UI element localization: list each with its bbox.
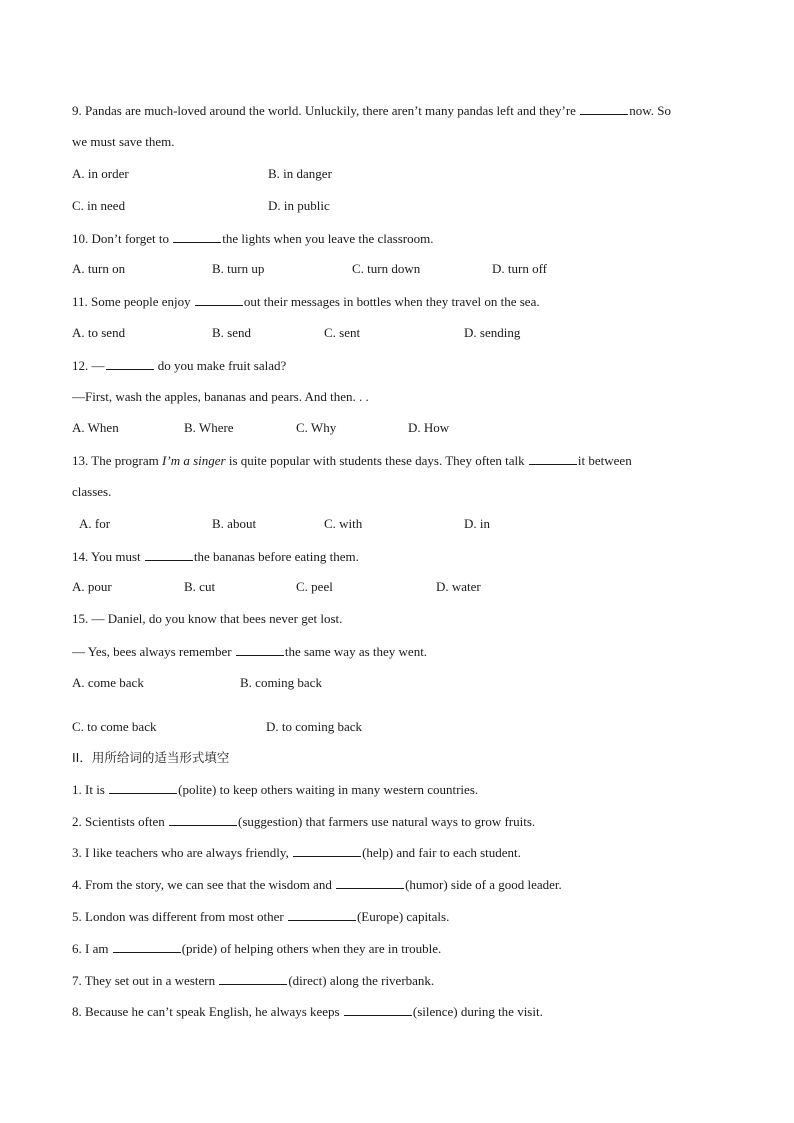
answer-blank xyxy=(344,1003,412,1016)
option-c: C. in need xyxy=(72,198,126,213)
question-text: 11. Some people enjoy xyxy=(72,294,194,309)
option-d: D. turn off xyxy=(492,261,548,276)
option-b: B. turn up xyxy=(212,261,265,276)
item-text: (Europe) capitals. xyxy=(356,909,450,924)
option-d: D. sending xyxy=(464,325,521,340)
answer-blank xyxy=(145,548,193,561)
answer-blank xyxy=(580,102,628,115)
option-a: A. for xyxy=(79,516,111,531)
option-c: C. peel xyxy=(296,579,333,594)
question-10 xyxy=(72,230,433,247)
item-text: (help) and fair to each student. xyxy=(362,845,521,860)
question-text: it between xyxy=(577,453,632,468)
question-text: the lights when you leave the classroom. xyxy=(222,231,434,246)
option-b: B. in danger xyxy=(268,166,332,181)
item-text: 6. I am xyxy=(72,941,112,956)
item-text: 4. From the story, we can see that the wisdom and xyxy=(72,877,336,892)
answer-blank xyxy=(169,813,237,826)
answer-blank xyxy=(109,781,177,794)
option-d: D. water xyxy=(436,579,481,594)
option-b: B. send xyxy=(212,325,251,340)
fill-item-1 xyxy=(72,781,478,798)
item-text: 1. It is xyxy=(72,782,109,797)
question-11 xyxy=(72,293,540,310)
answer-blank xyxy=(236,643,284,656)
option-c: C. Why xyxy=(296,420,337,435)
option-c: C. sent xyxy=(324,325,361,340)
item-text: (polite) to keep others waiting in many western countries. xyxy=(178,782,479,797)
question-15: 15. — Daniel, do you know that bees never get lost. xyxy=(72,611,343,626)
item-text: 3. I like teachers who are always friendly, xyxy=(72,845,293,860)
item-text: (suggestion) that farmers use natural ways to grow fruits. xyxy=(238,814,536,829)
question-text: 12. — xyxy=(72,358,105,373)
item-text: 7. They set out in a western xyxy=(72,973,219,988)
item-text: 2. Scientists often xyxy=(72,814,169,829)
item-text: (humor) side of a good leader. xyxy=(405,877,562,892)
answer-blank xyxy=(336,876,404,889)
question-text: 10. Don’t forget to xyxy=(72,231,173,246)
question-text: the same way as they went. xyxy=(284,644,428,659)
question-13 xyxy=(72,452,632,469)
answer-blank xyxy=(219,972,287,985)
option-d: D. to coming back xyxy=(266,719,363,734)
answer-blank xyxy=(293,844,361,857)
question-text: 14. You must xyxy=(72,549,144,564)
answer-blank xyxy=(529,452,577,465)
answer-blank xyxy=(195,293,243,306)
question-14 xyxy=(72,548,359,565)
item-text: (pride) of helping others when they are in trouble. xyxy=(181,941,442,956)
question-text: do you make fruit salad? xyxy=(154,358,287,373)
option-b: B. about xyxy=(212,516,257,531)
question-13-continued: classes. xyxy=(72,484,112,499)
answer-blank xyxy=(173,230,221,243)
option-a: A. to send xyxy=(72,325,126,340)
option-a: A. turn on xyxy=(72,261,126,276)
item-text: 5. London was different from most other xyxy=(72,909,287,924)
option-d: D. in public xyxy=(268,198,330,213)
option-a: A. come back xyxy=(72,675,144,690)
fill-item-6 xyxy=(72,940,441,957)
option-b: B. coming back xyxy=(240,675,322,690)
question-12-continued: —First, wash the apples, bananas and pears. And then. . . xyxy=(72,389,369,404)
item-text: 8. Because he can’t speak English, he always keeps xyxy=(72,1004,343,1019)
option-b: B. Where xyxy=(184,420,234,435)
item-text: (silence) during the visit. xyxy=(412,1004,543,1019)
option-c: C. with xyxy=(324,516,363,531)
question-9 xyxy=(72,102,671,119)
answer-blank xyxy=(288,908,356,921)
option-c: C. to come back xyxy=(72,719,157,734)
item-text: (direct) along the riverbank. xyxy=(288,973,435,988)
question-text: — Yes, bees always remember xyxy=(72,644,235,659)
fill-item-3 xyxy=(72,844,521,861)
section-heading: II．用所给词的适当形式填空 xyxy=(72,750,230,765)
question-text: is quite popular with students these days. They often talk xyxy=(225,453,528,468)
answer-blank xyxy=(106,357,154,370)
fill-item-2 xyxy=(72,813,535,830)
answer-blank xyxy=(113,940,181,953)
option-b: B. cut xyxy=(184,579,216,594)
question-text: out their messages in bottles when they travel on the sea. xyxy=(243,294,540,309)
program-title: I’m a singer xyxy=(162,453,226,468)
option-d: D. How xyxy=(408,420,450,435)
question-9-continued: we must save them. xyxy=(72,134,175,149)
question-text: 13. The program xyxy=(72,453,163,468)
fill-item-7 xyxy=(72,972,434,989)
question-15-reply xyxy=(72,643,427,660)
question-text: now. So xyxy=(629,103,671,118)
question-12 xyxy=(72,357,286,374)
option-a: A. in order xyxy=(72,166,129,181)
question-text: the bananas before eating them. xyxy=(193,549,359,564)
option-c: C. turn down xyxy=(352,261,421,276)
fill-item-4 xyxy=(72,876,562,893)
option-a: A. When xyxy=(72,420,119,435)
fill-item-8 xyxy=(72,1003,543,1020)
option-d: D. in xyxy=(464,516,490,531)
question-text: 9. Pandas are much-loved around the world. Unluckily, there aren’t many pandas left and they’re xyxy=(72,103,580,118)
option-a: A. pour xyxy=(72,579,112,594)
fill-item-5 xyxy=(72,908,449,925)
